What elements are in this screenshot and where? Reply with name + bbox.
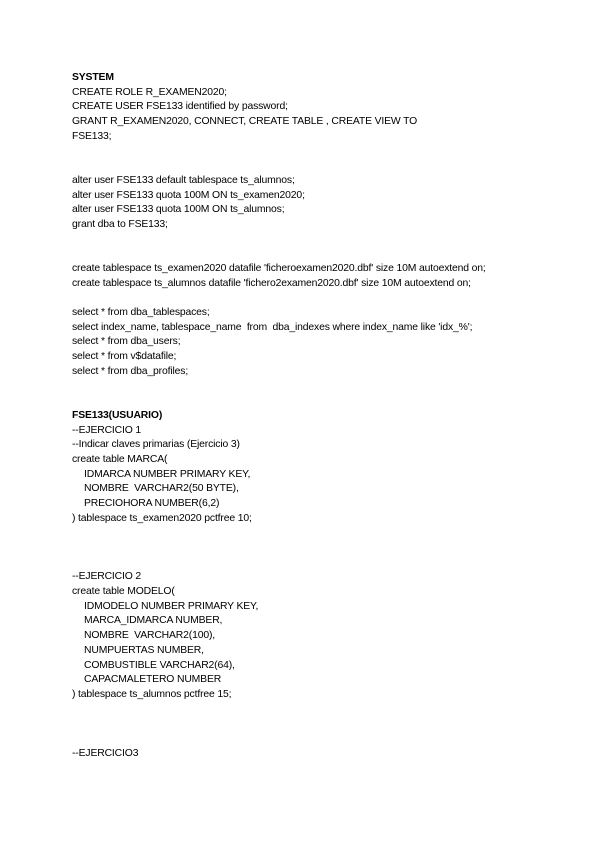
ejercicio2-column: NOMBRE VARCHAR2(100),: [84, 630, 216, 642]
spacer: [72, 233, 542, 262]
system-line: GRANT R_EXAMEN2020, CONNECT, CREATE TABLE , CREATE VIEW TO FSE133;: [72, 116, 418, 142]
tablespace-line: create tablespace ts_examen2020 datafile 'ficheroexamen2020.dbf' size 10M autoextend on;: [72, 263, 486, 274]
spacer: [72, 291, 542, 306]
ejercicio1-close: ) tablespace ts_examen2020 pctfree 10;: [72, 512, 252, 524]
ejercicio1-comment: --Indicar claves primarias (Ejercicio 3): [72, 439, 240, 451]
tablespace-line: create tablespace ts_alumnos datafile 'fichero2examen2020.dbf' size 10M autoextend on;: [72, 277, 471, 289]
ejercicio2-column: MARCA_IDMARCA NUMBER,: [84, 615, 223, 627]
usuario-heading: FSE133(USUARIO): [72, 409, 163, 421]
system-line: CREATE USER FSE133 identified by password;: [72, 101, 288, 113]
spacer: [72, 703, 542, 747]
select-line: select * from dba_profiles;: [72, 365, 189, 377]
system-heading: SYSTEM: [72, 72, 114, 83]
select-line: select * from dba_tablespaces;: [72, 307, 210, 319]
ejercicio1-column: NOMBRE VARCHAR2(50 BYTE),: [84, 483, 239, 495]
spacer: [72, 380, 542, 409]
ejercicio2-close: ) tablespace ts_alumnos pctfree 15;: [72, 688, 232, 700]
ejercicio2-column: IDMODELO NUMBER PRIMARY KEY,: [84, 600, 259, 612]
system-line: CREATE ROLE R_EXAMEN2020;: [72, 86, 227, 98]
alter-line: grant dba to FSE133;: [72, 218, 168, 230]
select-line: select * from v$datafile;: [72, 351, 177, 363]
alter-line: alter user FSE133 quota 100M ON ts_examen2020;: [72, 189, 305, 201]
document-body: [72, 71, 542, 761]
spacer: [72, 144, 542, 173]
ejercicio1-column: IDMARCA NUMBER PRIMARY KEY,: [84, 468, 251, 480]
select-line: select * from dba_users;: [72, 336, 181, 348]
alter-line: alter user FSE133 quota 100M ON ts_alumnos;: [72, 204, 285, 216]
select-line: select index_name, tablespace_name from dba_indexes where index_name like 'idx_%';: [72, 321, 473, 333]
ejercicio2-column: NUMPUERTAS NUMBER,: [84, 644, 204, 656]
ejercicio2-column: CAPACMALETERO NUMBER: [84, 674, 222, 686]
ejercicio2-column: COMBUSTIBLE VARCHAR2(64),: [84, 659, 235, 671]
ejercicio1-title: --EJERCICIO 1: [72, 424, 142, 436]
alter-line: alter user FSE133 default tablespace ts_alumnos;: [72, 174, 295, 186]
ejercicio2-create: create table MODELO(: [72, 586, 175, 598]
spacer: [72, 526, 542, 570]
ejercicio1-create: create table MARCA(: [72, 453, 168, 465]
ejercicio1-column: PRECIOHORA NUMBER(6,2): [84, 498, 220, 510]
ejercicio3-title: --EJERCICIO3: [72, 747, 139, 759]
ejercicio2-title: --EJERCICIO 2: [72, 571, 142, 583]
